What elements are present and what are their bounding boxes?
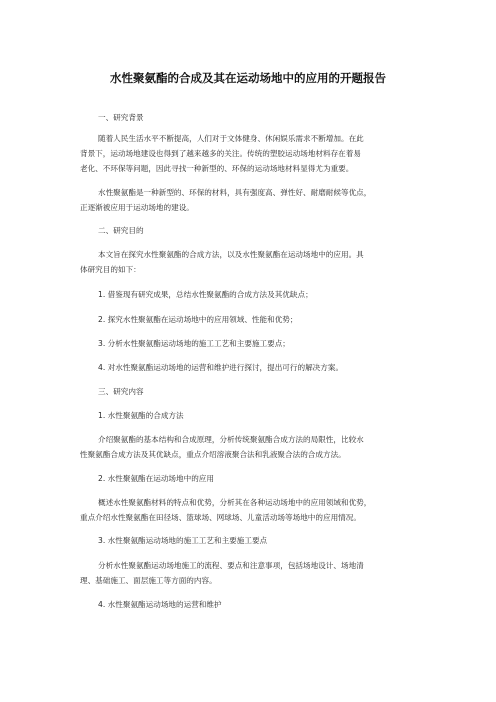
document-title: 水性聚氨酯的合成及其在运动场地中的应用的开题报告	[110, 71, 386, 85]
paragraph-line: 水性聚氨酯是一种新型的、环保的材料，具有强度高、弹性好、耐磨耐候等优点，	[98, 188, 372, 197]
paragraph-line: 概述水性聚氨酯材料的特点和优势，分析其在各种运动场地中的应用领域和优势，	[98, 498, 372, 507]
paragraph-line: 背景下，运动场地建设也得到了越来越多的关注。传统的塑胶运动场地材料存在着易	[80, 149, 361, 158]
paragraph-line: 分析水性聚氨酯运动场地施工的流程、要点和注意事项，包括场地设计、场地清	[98, 561, 364, 570]
paragraph-line: 随着人民生活水平不断提高，人们对于文体健身、休闲娱乐需求不断增加。在此	[98, 134, 364, 143]
paragraph-line: 正逐渐被应用于运动场地的建设。	[80, 203, 194, 212]
paragraph-line: 介绍聚氨酯的基本结构和合成原理，分析传统聚氨酯合成方法的局限性，比较水	[98, 435, 364, 444]
paragraph-line: 重点介绍水性聚氨酯在田径场、篮球场、网球场、儿童活动场等场地中的应用情况。	[80, 513, 361, 522]
list-item: 3. 分析水性聚氨酯运动场地的施工工艺和主要施工要点；	[98, 339, 290, 348]
list-item: 2. 探究水性聚氨酯在运动场地中的应用领域、性能和优势；	[98, 315, 298, 324]
paragraph-line: 性聚氨酯合成方法及其优缺点，重点介绍溶液聚合法和乳液聚合法的合成方法。	[80, 450, 346, 459]
section-heading-content: 三、研究内容	[98, 387, 144, 396]
subsection-heading: 1. 水性聚氨酯的合成方法	[98, 411, 184, 420]
subsection-heading: 3. 水性聚氨酯运动场地的施工工艺和主要施工要点	[98, 536, 268, 545]
paragraph-line: 理、基础施工、面层施工等方面的内容。	[80, 576, 217, 585]
subsection-heading: 4. 水性聚氨酯运动场地的运营和维护	[98, 600, 222, 609]
list-item: 1. 借鉴现有研究成果，总结水性聚氨酯的合成方法及其优缺点；	[98, 290, 313, 299]
paragraph-line: 老化、不环保等问题，因此寻找一种新型的、环保的运动场地材料显得尤为重要。	[80, 164, 354, 173]
paragraph-line: 本文旨在探究水性聚氨酯的合成方法，以及水性聚氨酯在运动场地中的应用。具	[98, 250, 364, 259]
subsection-heading: 2. 水性聚氨酯在运动场地中的应用	[98, 474, 214, 483]
section-heading-purpose: 二、研究目的	[98, 226, 144, 235]
paragraph-line: 体研究目的如下：	[80, 265, 141, 274]
section-heading-background: 一、研究背景	[98, 113, 144, 122]
list-item: 4. 对水性聚氨酯运动场地的运营和维护进行探讨，提出可行的解决方案。	[98, 363, 344, 372]
